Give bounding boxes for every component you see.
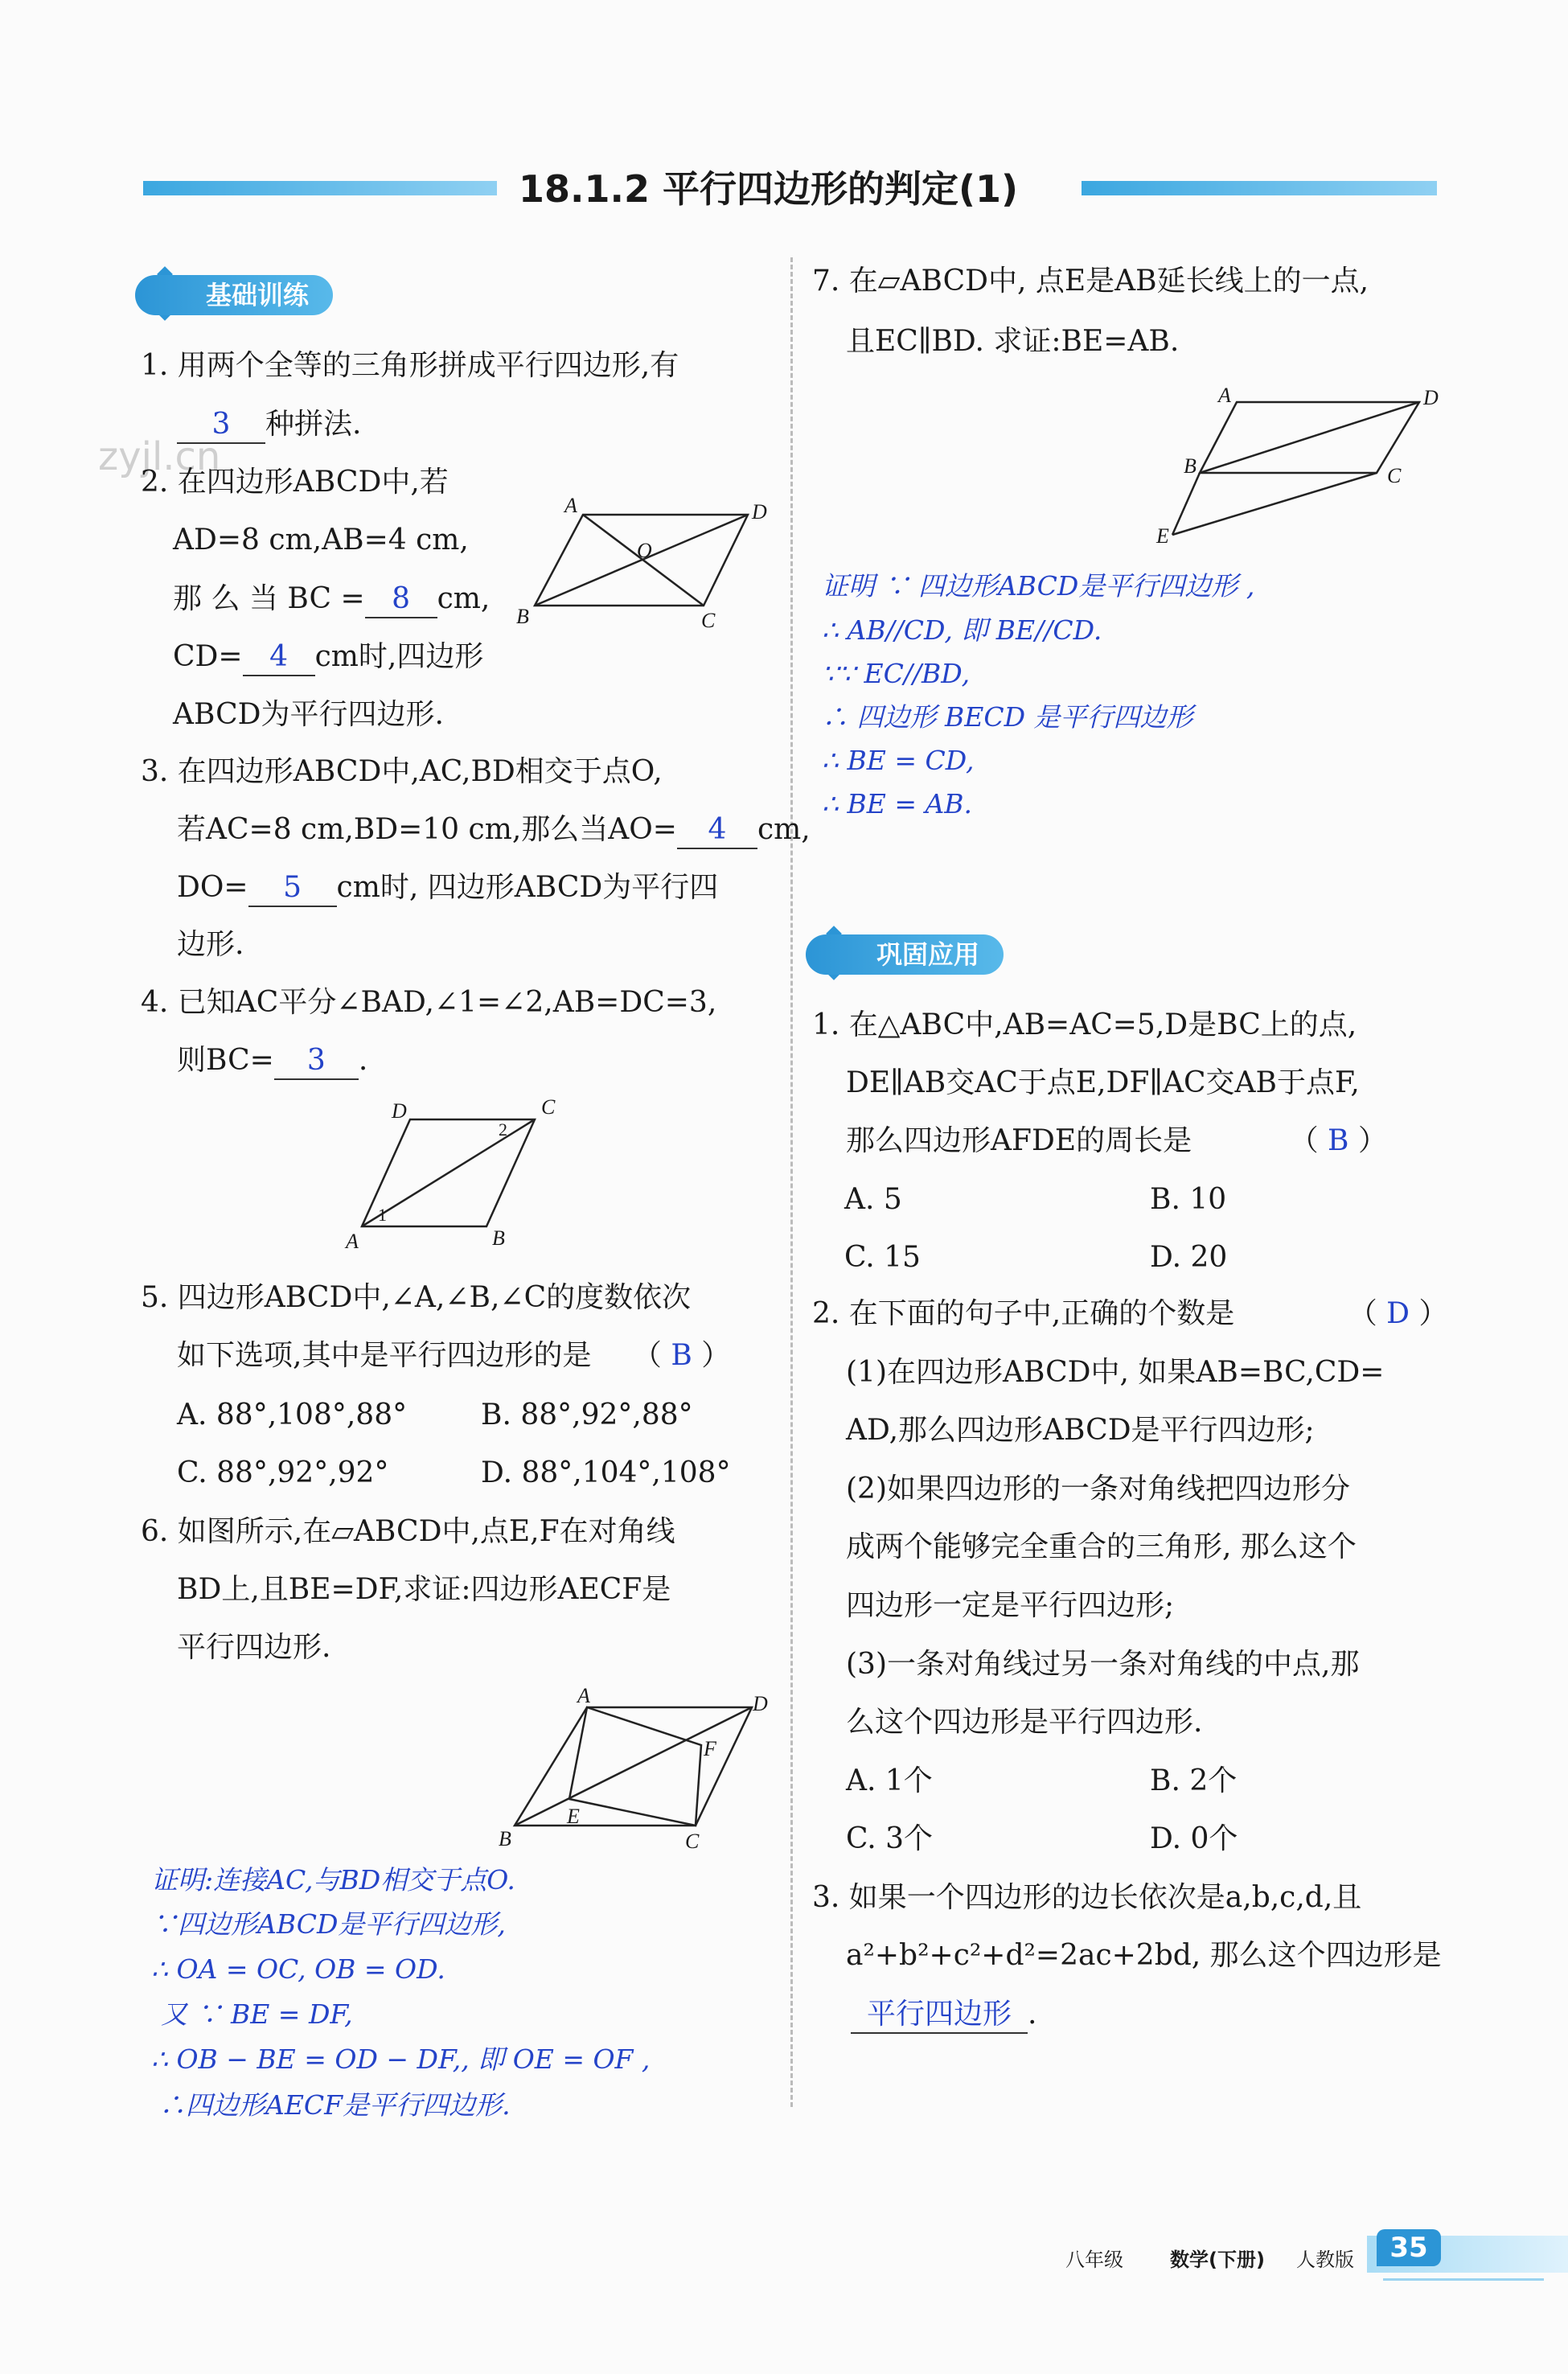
q3-line4: 边形. — [177, 928, 244, 961]
c2-answer-bracket: （ D ） — [1348, 1297, 1448, 1330]
c1-answer-bracket: （ B ） — [1289, 1124, 1387, 1157]
q7-proof-4: ∴ 四边形 BECD 是平行四边形 — [822, 701, 1193, 733]
q6-figure — [491, 1685, 780, 1858]
q2-text: cm时,四边形 — [314, 640, 484, 673]
q1-line1: 1. 用两个全等的三角形拼成平行四边形,有 — [141, 349, 679, 382]
q3-line1: 3. 在四边形ABCD中,AC,BD相交于点O, — [141, 755, 663, 788]
q4-figure — [342, 1094, 575, 1255]
q7-proof-5: ∴ BE = CD, — [822, 745, 975, 776]
c1-line1: 1. 在△ABC中,AB=AC=5,D是BC上的点, — [812, 1008, 1357, 1041]
q6-label-f: F — [704, 1737, 716, 1760]
q2-label-c: C — [701, 609, 716, 631]
q7-proof-2: ∴ AB//CD, 即 BE//CD. — [822, 614, 1102, 646]
q6-proof-5: ∴ OB − BE = OD − DF,, 即 OE = OF , — [151, 2043, 651, 2075]
c1-line3 — [846, 1123, 1387, 1159]
q5-text: 如下选项,其中是平行四边形的是 — [177, 1339, 592, 1372]
q2-label-d: D — [752, 500, 767, 524]
q5-option-b: B. 88°,92°,88° — [481, 1399, 693, 1431]
c2-s3a: (3)一条对角线过另一条对角线的中点,那 — [846, 1648, 1360, 1681]
q7-figure — [1142, 378, 1447, 555]
c3-end: . — [1028, 1998, 1037, 2031]
c2-answer: D — [1386, 1297, 1410, 1330]
q3-answer-do: 5 — [248, 870, 337, 907]
q7-line1: 7. 在▱ABCD中, 点E是AB延长线上的一点, — [812, 265, 1369, 298]
q4-label-b: B — [492, 1226, 505, 1250]
q4-line2 — [177, 1043, 367, 1080]
footer-subject: 数学(下册) — [1170, 2249, 1265, 2271]
q2-label-b: B — [516, 605, 529, 628]
q4-text: 则BC= — [177, 1044, 274, 1077]
c2-s1a: (1)在四边形ABCD中, 如果AB=BC,CD= — [846, 1356, 1385, 1389]
q2-line4 — [173, 639, 483, 676]
c3-answer: 平行四边形 — [851, 1997, 1028, 2034]
q2-answer-cd: 4 — [243, 639, 315, 676]
q7-line2: 且EC∥BD. 求证:BE=AB. — [846, 325, 1180, 358]
q6-line1: 6. 如图所示,在▱ABCD中,点E,F在对角线 — [141, 1515, 675, 1548]
q2-text: CD= — [173, 640, 243, 673]
c2-s3b: 么这个四边形是平行四边形. — [846, 1706, 1203, 1739]
c2-option-a: A. 1个 — [846, 1764, 933, 1797]
q7-proof-1: 证明 ∵ 四边形ABCD是平行四边形 , — [822, 570, 1255, 602]
q4-answer: 3 — [274, 1043, 359, 1080]
c1-answer: B — [1328, 1124, 1349, 1157]
q6-label-a: A — [577, 1685, 590, 1707]
page-title: 18.1.2 平行四边形的判定(1) — [519, 167, 1019, 211]
q6-proof-4: 又 ∵ BE = DF, — [161, 1998, 353, 2030]
c2-s2b: 成两个能够完全重合的三角形, 那么这个 — [846, 1530, 1357, 1563]
c2-text: 2. 在下面的句子中,正确的个数是 — [812, 1297, 1235, 1330]
q2-label-o: O — [637, 539, 652, 562]
q6-label-b: B — [499, 1827, 511, 1850]
q7-label-a: A — [1218, 384, 1231, 407]
c3-line1: 3. 如果一个四边形的边长依次是a,b,c,d,且 — [812, 1881, 1362, 1914]
q2-unit: cm, — [437, 582, 491, 615]
q5-answer-bracket: （ B ） — [632, 1339, 731, 1372]
section-basic-label: 基础训练 — [135, 275, 333, 315]
q3-answer-ao: 4 — [677, 812, 757, 849]
q6-proof-2: ∵四边形ABCD是平行四边形, — [151, 1908, 506, 1940]
q4-line1: 4. 已知AC平分∠BAD,∠1=∠2,AB=DC=3, — [141, 986, 717, 1019]
q6-line3: 平行四边形. — [177, 1631, 331, 1664]
q6-label-c: C — [685, 1830, 700, 1853]
q5-option-d: D. 88°,104°,108° — [481, 1456, 731, 1489]
q6-proof-3: ∴ OA = OC, OB = OD. — [151, 1953, 445, 1985]
q7-label-c: C — [1387, 464, 1402, 487]
q7-proof-6: ∴ BE = AB. — [822, 788, 973, 819]
q2-line3 — [173, 581, 490, 618]
q4-label-c: C — [541, 1095, 556, 1119]
c2-option-b: B. 2个 — [1150, 1764, 1238, 1797]
q4-label-a: A — [346, 1230, 359, 1253]
q2-label-a: A — [564, 495, 577, 517]
page-number: 35 — [1377, 2229, 1441, 2266]
c1-option-d: D. 20 — [1150, 1241, 1228, 1274]
q4-label-1: 1 — [378, 1205, 387, 1225]
q2-line5: ABCD为平行四边形. — [173, 698, 444, 731]
q4-text: . — [358, 1044, 368, 1077]
column-divider — [790, 257, 793, 2107]
q2-line2: AD=8 cm,AB=4 cm, — [173, 524, 469, 557]
q7-proof-3: ∵∵ EC//BD, — [822, 658, 971, 689]
q5-line1: 5. 四边形ABCD中,∠A,∠B,∠C的度数依次 — [141, 1281, 692, 1314]
q2-text: 那 么 当 BC = — [173, 582, 365, 615]
q1-answer: 3 — [177, 407, 265, 444]
c3-line2: a²+b²+c²+d²=2ac+2bd, 那么这个四边形是 — [846, 1939, 1442, 1972]
q2-answer-bc: 8 — [365, 581, 437, 618]
title-bar-right — [1082, 181, 1437, 195]
c2-line1 — [812, 1296, 1447, 1332]
q6-label-e: E — [567, 1805, 580, 1828]
c1-option-a: A. 5 — [844, 1183, 902, 1216]
q6-proof-6: ∴四边形AECF是平行四边形. — [159, 2089, 511, 2121]
q6-label-d: D — [753, 1692, 768, 1715]
title-bar-left — [143, 181, 497, 195]
q5-line2 — [177, 1338, 730, 1374]
q3-text: cm时, 四边形ABCD为平行四 — [336, 871, 719, 904]
q7-label-e: E — [1156, 524, 1169, 548]
footer-edition: 人教版 — [1296, 2249, 1354, 2271]
c2-s2a: (2)如果四边形的一条对角线把四边形分 — [846, 1472, 1350, 1505]
c3-line3 — [851, 1997, 1036, 2034]
q2-figure — [515, 495, 772, 631]
c2-option-d: D. 0个 — [1150, 1822, 1238, 1855]
c1-line2: DE∥AB交AC于点E,DF∥AC交AB于点F, — [846, 1066, 1360, 1099]
c1-option-b: B. 10 — [1150, 1183, 1227, 1216]
c2-s2c: 四边形一定是平行四边形; — [846, 1589, 1175, 1622]
q6-line2: BD上,且BE=DF,求证:四边形AECF是 — [177, 1573, 671, 1606]
q3-line3 — [177, 870, 718, 907]
q7-label-d: D — [1423, 386, 1439, 409]
q6-proof-1: 证明:连接AC,与BD相交于点O. — [151, 1864, 515, 1896]
q2-line1: 2. 在四边形ABCD中,若 — [141, 466, 449, 499]
q3-text: 若AC=8 cm,BD=10 cm,那么当AO= — [177, 813, 677, 846]
c2-option-c: C. 3个 — [846, 1822, 934, 1855]
q3-text: DO= — [177, 871, 248, 904]
q5-option-c: C. 88°,92°,92° — [177, 1456, 389, 1489]
q3-unit: cm, — [757, 813, 811, 846]
c1-text: 那么四边形AFDE的周长是 — [846, 1124, 1192, 1157]
footer-grade: 八年级 — [1065, 2249, 1123, 2271]
q4-label-d: D — [392, 1099, 407, 1123]
c2-s1b: AD,那么四边形ABCD是平行四边形; — [846, 1414, 1315, 1447]
q1-line2 — [177, 407, 361, 444]
q7-label-b: B — [1184, 454, 1197, 478]
watermark: zyjl.cn — [98, 434, 221, 479]
q5-answer: B — [671, 1339, 692, 1372]
footer-rule — [1383, 2278, 1544, 2281]
c1-option-c: C. 15 — [844, 1241, 921, 1274]
q4-label-2: 2 — [499, 1119, 507, 1140]
q1-tail: 种拼法. — [265, 408, 362, 441]
section-consolidate-label: 巩固应用 — [806, 934, 1004, 975]
q5-option-a: A. 88°,108°,88° — [177, 1399, 408, 1431]
q3-line2 — [177, 812, 811, 849]
